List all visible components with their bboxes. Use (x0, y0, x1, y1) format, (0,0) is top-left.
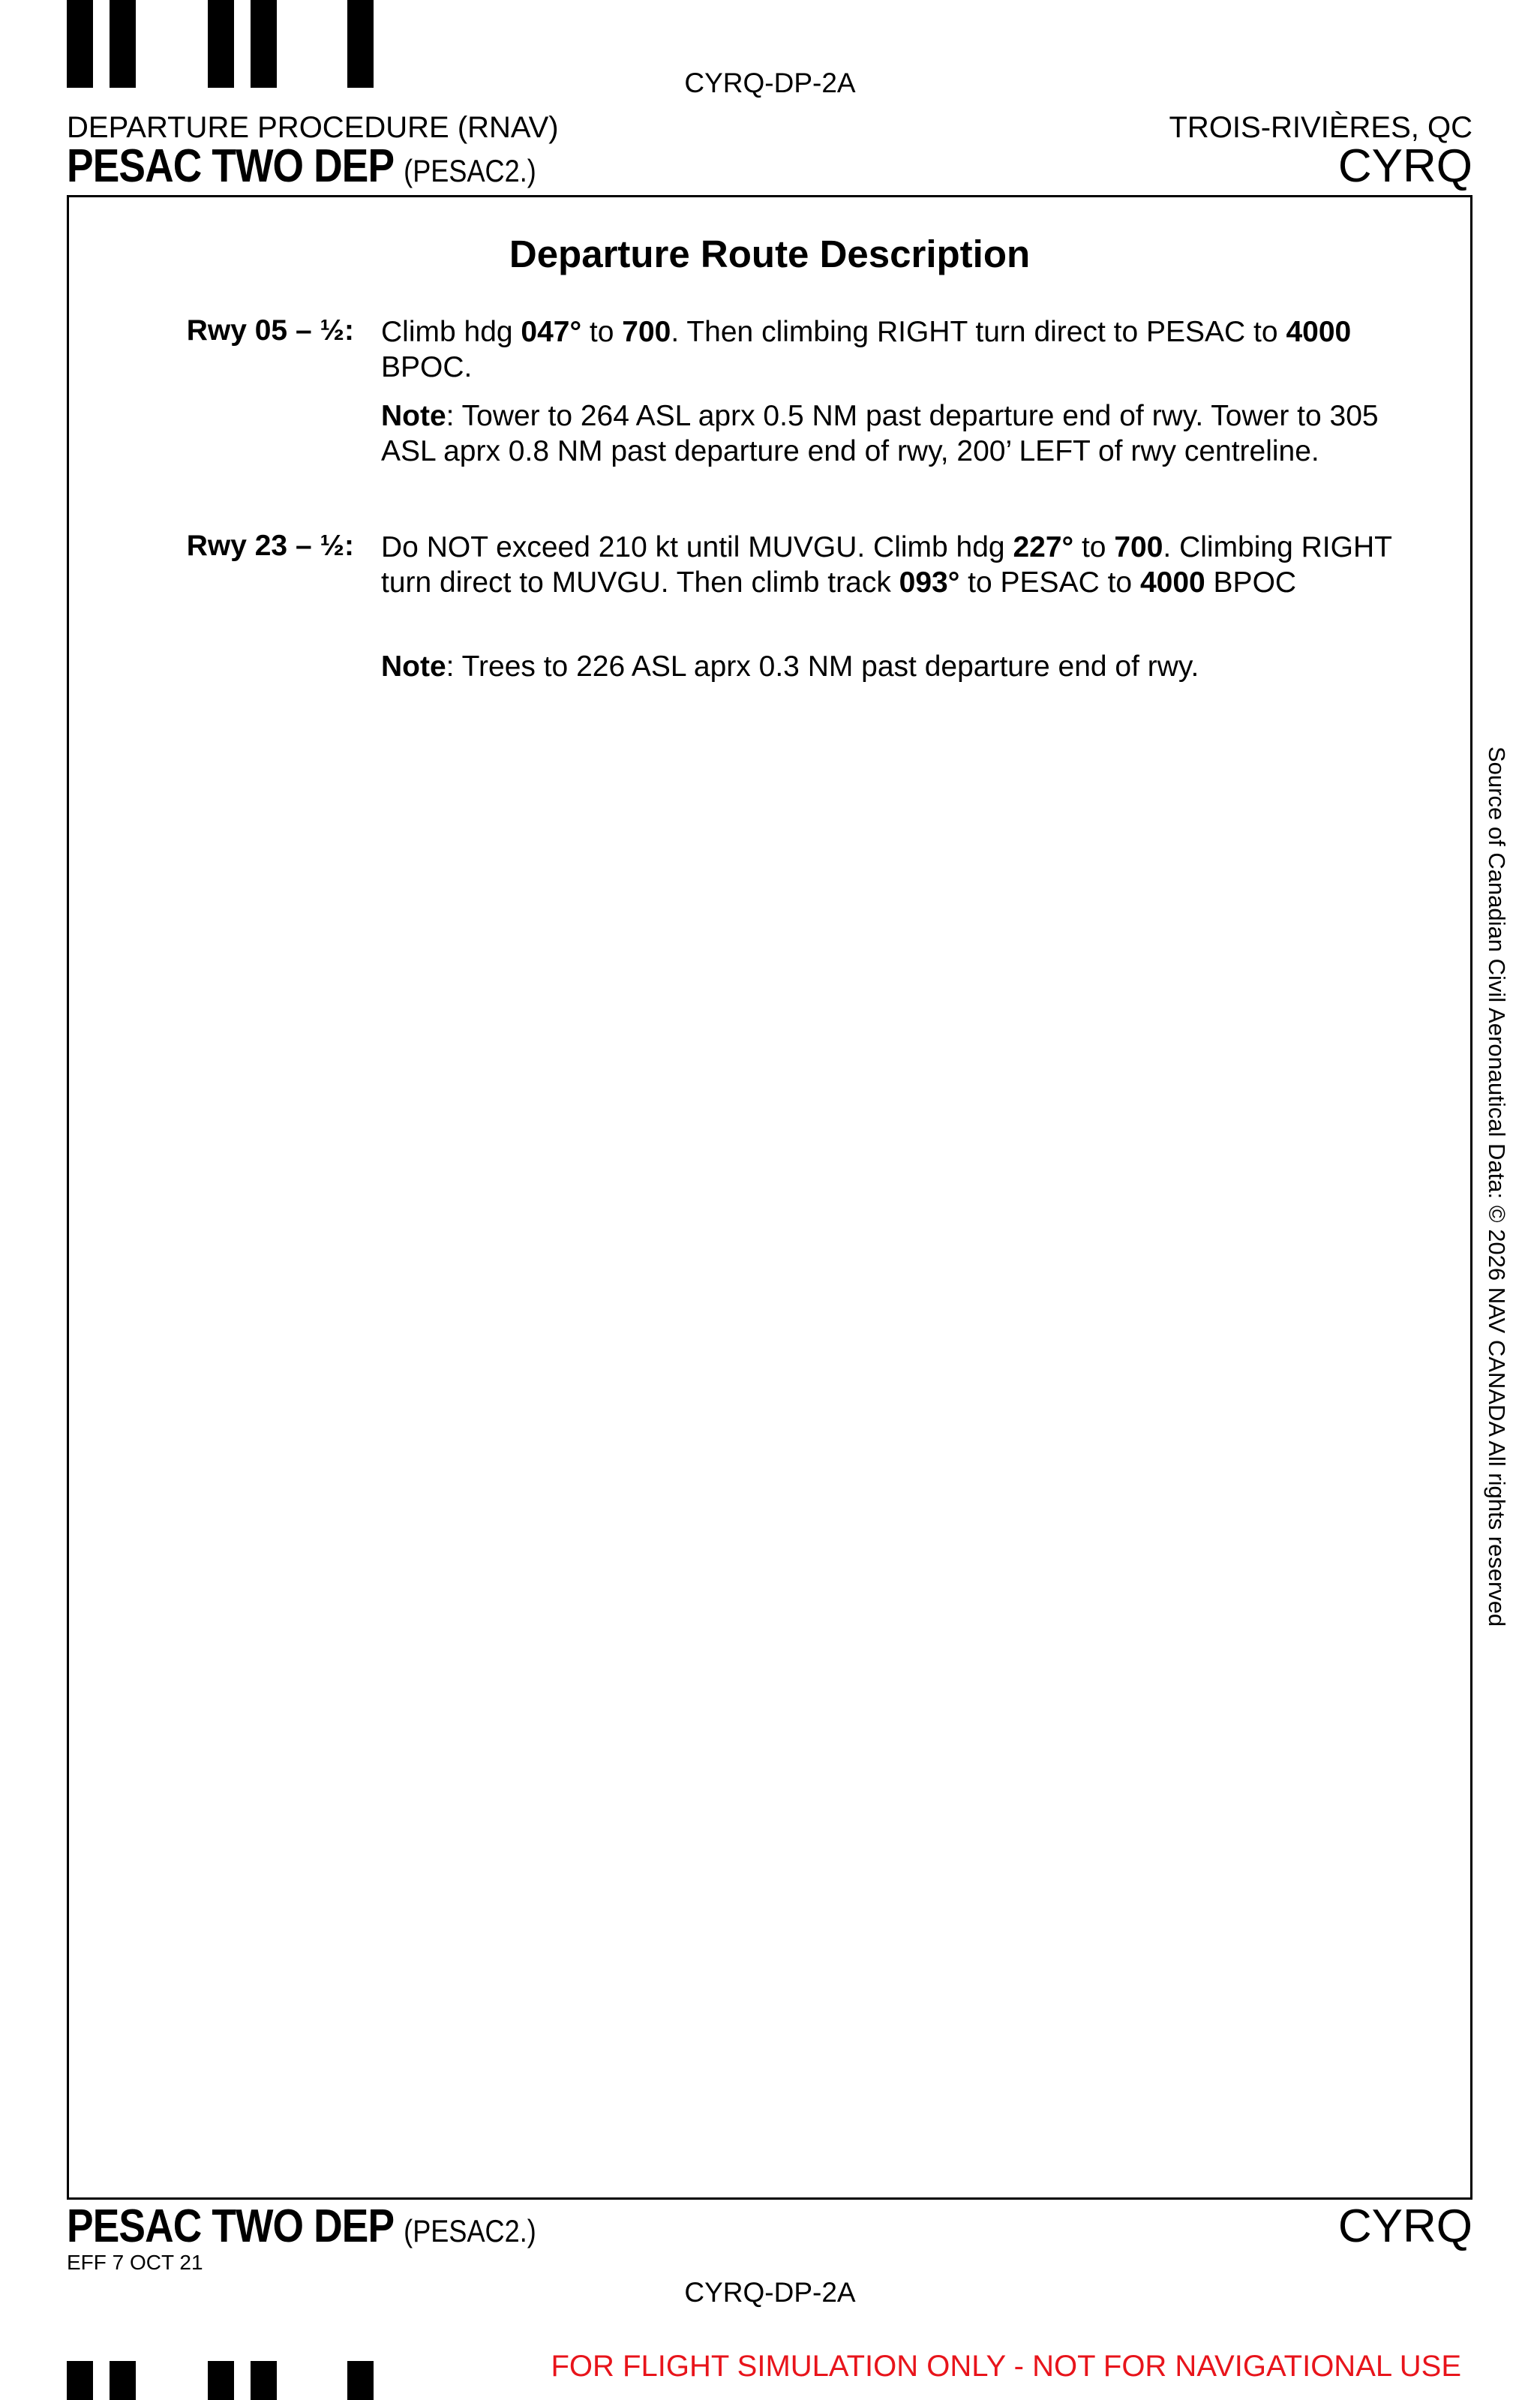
track-value: 093° (899, 566, 960, 599)
index-bar-bottom-4 (251, 2361, 277, 2400)
procedure-type: DEPARTURE PROCEDURE (RNAV) (67, 111, 559, 144)
procedure-code: (PESAC2.) (404, 153, 536, 188)
document-id-top: CYRQ-DP-2A (684, 68, 856, 98)
runway-label: Rwy 05 – ½: (186, 314, 354, 347)
runway-note (381, 649, 1424, 684)
note-text: : Tower to 264 ASL aprx 0.5 NM past departure end of rwy. Tower to 305 ASL aprx 0.8 NM past departure end of rwy, 200’ LEFT of rwy centreline. (381, 400, 1379, 467)
heading-value: 227° (1013, 531, 1074, 563)
runway-instructions (381, 530, 1424, 600)
footer-airport-code: CYRQ (1337, 2200, 1472, 2252)
note-text: : Trees to 226 ASL aprx 0.3 NM past departure end of rwy. (446, 650, 1199, 683)
instruction-text: . Then climbing RIGHT turn direct to PESAC to (671, 316, 1286, 348)
altitude-value: 4000 (1286, 316, 1352, 348)
footer-procedure-code: (PESAC2.) (404, 2213, 536, 2248)
instruction-text: BPOC. (381, 351, 473, 383)
document-id-bottom: CYRQ-DP-2A (684, 2277, 856, 2308)
altitude-value: 700 (622, 316, 671, 348)
copyright-notice: Source of Canadian Civil Aeronautical Data: © 2026 NAV CANADA All rights reserved (1484, 746, 1510, 1627)
location: TROIS-RIVIÈRES, QC (1169, 111, 1472, 144)
instruction-text: to (1073, 531, 1115, 563)
instruction-text: to (581, 316, 623, 348)
heading-value: 047° (521, 316, 582, 348)
footer-procedure-title (67, 2200, 536, 2253)
airport-code: CYRQ (1337, 140, 1472, 192)
footer-procedure-name: PESAC TWO DEP (67, 2200, 394, 2252)
index-bar-bottom-3 (208, 2361, 234, 2400)
simulation-disclaimer: FOR FLIGHT SIMULATION ONLY - NOT FOR NAVIGATIONAL USE (551, 2350, 1461, 2383)
index-bar-bottom-5 (347, 2361, 374, 2400)
procedure-title (67, 140, 536, 193)
altitude-value: 700 (1114, 531, 1163, 563)
runway-label: Rwy 23 – ½: (186, 530, 354, 562)
note-label: Note (381, 400, 446, 432)
runway-instructions (381, 314, 1424, 385)
note-label: Note (381, 650, 446, 683)
route-description-frame (67, 195, 1472, 2200)
runway-note (381, 398, 1424, 469)
instruction-text: BPOC (1205, 566, 1297, 599)
instruction-text: Climb hdg (381, 316, 521, 348)
procedure-name: PESAC TWO DEP (67, 140, 394, 192)
instruction-text: . Climbing RIGHT turn direct to MUVGU. Then climb track (381, 531, 1392, 599)
instruction-text: Do NOT exceed 210 kt until MUVGU. Climb hdg (381, 531, 1013, 563)
altitude-value: 4000 (1139, 566, 1205, 599)
effective-date: EFF 7 OCT 21 (67, 2251, 203, 2274)
section-title: Departure Route Description (509, 233, 1031, 275)
index-bar-bottom-1 (67, 2361, 93, 2400)
instruction-text: to PESAC to (959, 566, 1140, 599)
index-bar-bottom-2 (110, 2361, 136, 2400)
